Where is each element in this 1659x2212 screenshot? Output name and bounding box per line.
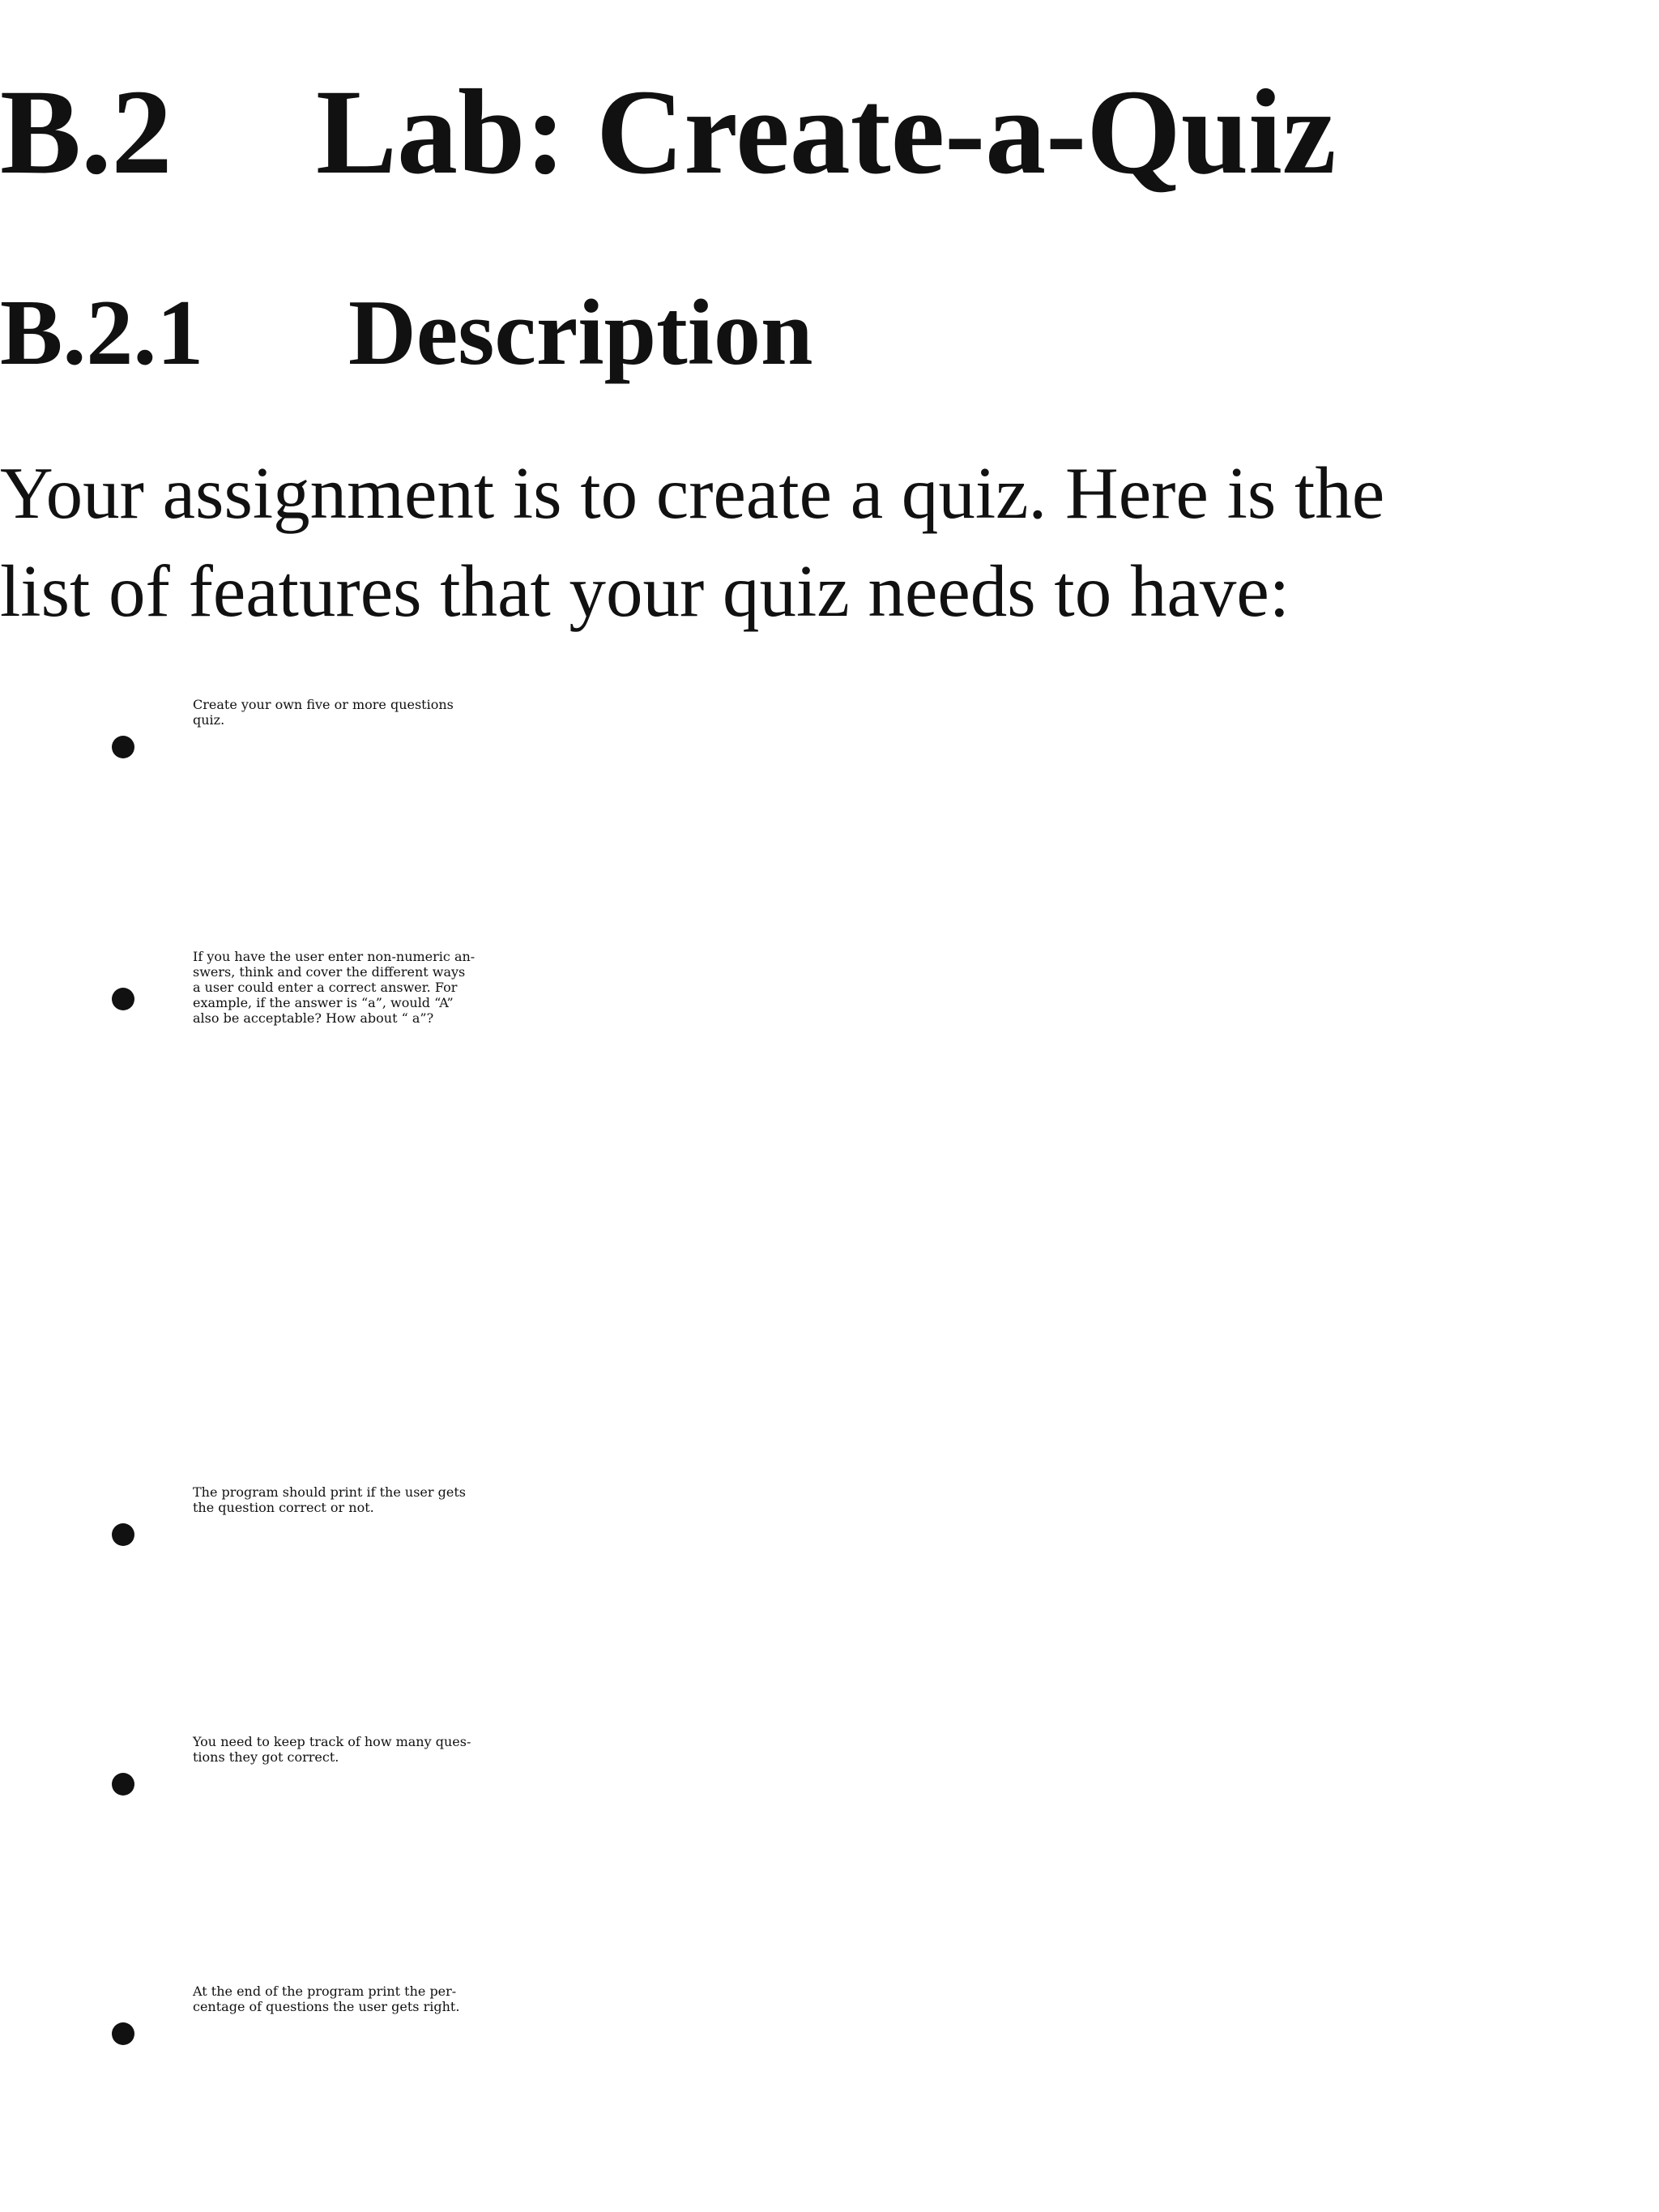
subsection-number: B.2.1 — [0, 281, 204, 385]
section-heading — [0, 65, 1337, 199]
bullet-icon — [112, 988, 134, 1010]
subsection-title: Description — [348, 281, 813, 385]
bullet-icon — [112, 1523, 134, 1546]
section-title: Lab: Create-a-Quiz — [316, 65, 1337, 199]
feature-text: Create your own five or more questions quiz. — [193, 697, 454, 728]
feature-text: The program should print if the user gets the question correct or not. — [193, 1484, 466, 1515]
feature-text: If you have the user enter non-numeric an- swers, think and cover the different ways a user could enter a correct answer. For example, if the answer is “a”, would “A” also be acceptable? How about “ a”? — [193, 949, 476, 1026]
subsection-heading — [0, 281, 813, 385]
feature-text: You need to keep track of how many ques- tions they got correct. — [193, 1734, 471, 1765]
bullet-icon — [112, 736, 134, 758]
bullet-icon — [112, 1773, 134, 1796]
feature-text: At the end of the program print the per- centage of questions the user gets right. — [193, 1984, 460, 2014]
section-number: B.2 — [0, 65, 173, 199]
intro-paragraph: Your assignment is to create a quiz. Here is the list of features that your quiz needs to have: — [0, 452, 1385, 632]
bullet-icon — [112, 2022, 134, 2045]
